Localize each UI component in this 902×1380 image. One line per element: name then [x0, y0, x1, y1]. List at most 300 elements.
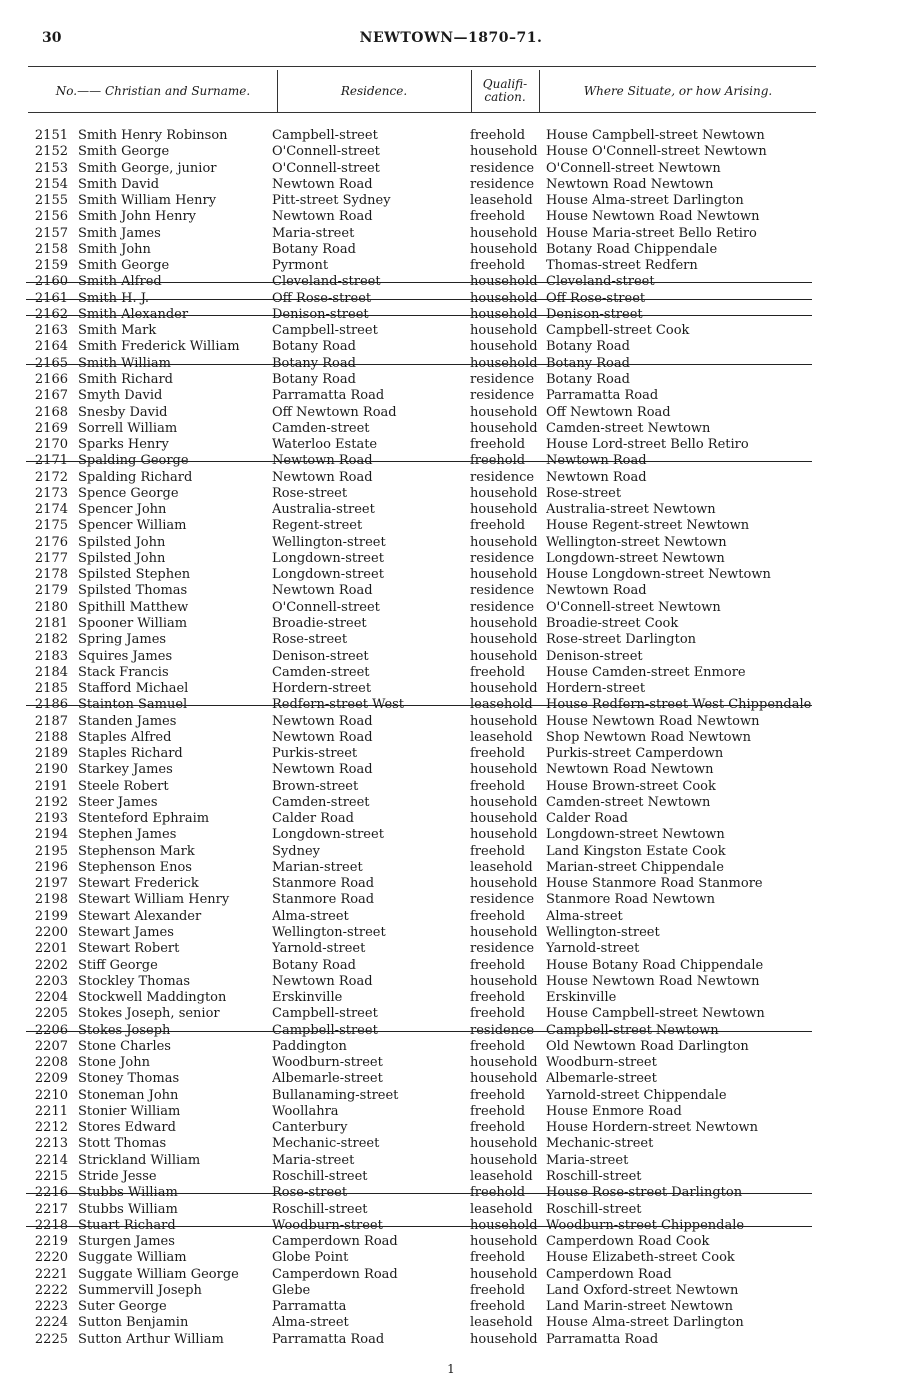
elector-name: Smith William Henry — [78, 193, 217, 209]
where-situate: House Campbell-street Newtown — [546, 1006, 765, 1022]
elector-name: Spring James — [78, 632, 167, 648]
where-situate: House Longdown-street Newtown — [546, 567, 771, 583]
elector-name: Smith William — [78, 355, 171, 371]
elector-name: Smith George — [78, 144, 170, 160]
qualification: freehold — [470, 437, 526, 453]
elector-name: Staples Alfred — [78, 729, 172, 745]
where-situate: House Alma-street Darlington — [546, 193, 744, 209]
where-situate: Woodburn-street — [546, 1055, 657, 1071]
table-row — [0, 307, 902, 323]
elector-name: Stoney Thomas — [78, 1071, 180, 1087]
where-situate: Land Marin-street Newtown — [546, 1299, 734, 1315]
entry-number: 2172 — [34, 469, 68, 485]
elector-name: Stephenson Mark — [78, 843, 195, 859]
residence: Newtown Road — [272, 469, 373, 485]
entry-number: 2188 — [34, 729, 68, 745]
elector-name: Spencer William — [78, 518, 187, 534]
entry-number: 2194 — [34, 827, 68, 843]
entry-number: 2222 — [34, 1282, 68, 1298]
residence: Australia-street — [272, 502, 375, 518]
table-row — [0, 958, 902, 974]
elector-name: Stonier William — [78, 1103, 181, 1119]
where-situate: Rose-street — [546, 485, 622, 501]
entry-number: 2179 — [34, 583, 68, 599]
elector-name: Smith James — [78, 225, 161, 241]
table-row — [0, 1218, 902, 1234]
qualification: freehold — [470, 1038, 526, 1054]
where-situate: Newtown Road — [546, 583, 647, 599]
table-row — [0, 209, 902, 225]
table-row — [0, 1283, 902, 1299]
elector-name: Smith John Henry — [78, 209, 196, 225]
qualification: leasehold — [470, 1201, 533, 1217]
residence: Bullanaming-street — [272, 1087, 399, 1103]
where-situate: Shop Newtown Road Newtown — [546, 729, 752, 745]
where-situate: House Redfern-street West Chippendale — [546, 697, 812, 713]
qualification: household — [470, 811, 538, 827]
residence: Alma-street — [272, 1315, 349, 1331]
residence: Off Rose-street — [272, 290, 372, 306]
elector-name: Strickland William — [78, 1152, 201, 1168]
entry-number: 2200 — [34, 925, 68, 941]
entry-number: 2155 — [34, 193, 68, 209]
qualification: leasehold — [470, 1315, 533, 1331]
elector-name: Stockley Thomas — [78, 973, 191, 989]
table-row — [0, 372, 902, 388]
residence: Newtown Road — [272, 762, 373, 778]
entry-number: 2214 — [34, 1152, 68, 1168]
qualification: freehold — [470, 664, 526, 680]
residence: O'Connell-street — [272, 160, 380, 176]
qualification: household — [470, 1071, 538, 1087]
table-row — [0, 226, 902, 242]
table-row — [0, 860, 902, 876]
elector-name: Suter George — [78, 1299, 167, 1315]
qualification: household — [470, 502, 538, 518]
entry-number: 2161 — [34, 290, 68, 306]
where-situate: House Botany Road Chippendale — [546, 957, 764, 973]
residence: Newtown Road — [272, 209, 373, 225]
qualification: household — [470, 225, 538, 241]
elector-name: Stewart James — [78, 925, 174, 941]
residence: Mechanic-street — [272, 1136, 380, 1152]
residence: Parramatta Road — [272, 1331, 385, 1347]
elector-name: Standen James — [78, 713, 177, 729]
entry-number: 2207 — [34, 1038, 68, 1054]
where-situate: Roschill-street — [546, 1169, 642, 1184]
qualification: freehold — [470, 843, 526, 859]
residence: Pitt-street Sydney — [272, 193, 391, 209]
entry-number: 2211 — [34, 1103, 68, 1119]
table-row — [0, 1104, 902, 1120]
residence: Wellington-street — [272, 925, 386, 941]
where-situate: O'Connell-street Newtown — [546, 599, 721, 615]
qualification: leasehold — [470, 697, 533, 713]
where-situate: Australia-street Newtown — [546, 502, 716, 518]
header-bottom-rule — [28, 112, 816, 113]
table-row — [0, 1136, 902, 1152]
qualification: residence — [470, 469, 535, 485]
entry-number: 2209 — [34, 1071, 68, 1087]
residence: Parramatta — [272, 1299, 347, 1315]
elector-name: Smith Henry Robinson — [78, 128, 228, 143]
qualification: leasehold — [470, 193, 533, 209]
qualification: residence — [470, 388, 535, 404]
table-row — [0, 1202, 902, 1218]
elector-name: Snesby David — [78, 404, 168, 420]
residence: Rose-street — [272, 1185, 348, 1201]
entry-number: 2215 — [34, 1169, 68, 1184]
page-title: NEWTOWN—1870–71. — [359, 30, 543, 46]
elector-name: Stephenson Enos — [78, 859, 192, 875]
elector-name: Smith John — [78, 241, 151, 257]
table-row — [0, 795, 902, 811]
residence: Broadie-street — [272, 615, 367, 631]
where-situate: Camden-street Newtown — [546, 420, 711, 436]
residence: Denison-street — [272, 648, 369, 664]
elector-name: Stoneman John — [78, 1087, 179, 1103]
elector-name: Stuart Richard — [78, 1217, 176, 1233]
table-row — [0, 583, 902, 599]
where-situate: Mechanic-street — [546, 1136, 654, 1152]
qualification: household — [470, 144, 538, 160]
residence: Erskinville — [272, 990, 343, 1006]
table-row — [0, 323, 902, 339]
table-row — [0, 1006, 902, 1022]
entry-number: 2220 — [34, 1250, 68, 1266]
where-situate: Marian-street Chippendale — [546, 859, 724, 875]
where-situate: Cleveland-street — [546, 274, 655, 290]
qualification: freehold — [470, 128, 526, 143]
table-row — [0, 453, 902, 469]
qualification: residence — [470, 599, 535, 615]
elector-name: Stewart William Henry — [78, 892, 230, 908]
residence: Newtown Road — [272, 453, 373, 469]
residence: Campbell-street — [272, 323, 378, 339]
entry-number: 2169 — [34, 420, 68, 436]
qualification: freehold — [470, 453, 526, 469]
table-row — [0, 632, 902, 648]
entry-number: 2158 — [34, 241, 68, 257]
residence: Longdown-street — [272, 567, 384, 583]
column-header-name: No.—— Christian and Surname. — [55, 83, 251, 98]
qualification: freehold — [470, 518, 526, 534]
where-situate: Camperdown Road — [546, 1266, 672, 1282]
where-situate: Land Kingston Estate Cook — [546, 843, 726, 859]
table-row — [0, 1169, 902, 1185]
qualification: residence — [470, 550, 535, 566]
elector-name: Spilsted Thomas — [78, 583, 188, 599]
qualification: freehold — [470, 1299, 526, 1315]
footer-mark: 1 — [447, 1362, 455, 1376]
entry-number: 2153 — [34, 160, 68, 176]
elector-name: Stewart Alexander — [78, 908, 202, 924]
where-situate: Old Newtown Road Darlington — [546, 1038, 749, 1054]
entry-number: 2210 — [34, 1087, 68, 1103]
table-row — [0, 291, 902, 307]
elector-name: Stone Charles — [78, 1038, 171, 1054]
table-row — [0, 567, 902, 583]
residence: Maria-street — [272, 225, 355, 241]
qualification: freehold — [470, 990, 526, 1006]
where-situate: Newtown Road — [546, 453, 647, 469]
entry-number: 2159 — [34, 258, 68, 274]
entry-number: 2196 — [34, 859, 68, 875]
where-situate: Campbell-street Cook — [546, 323, 690, 339]
where-situate: Alma-street — [546, 908, 623, 924]
elector-name: Stores Edward — [78, 1120, 176, 1136]
entry-number: 2160 — [34, 274, 68, 290]
residence: Newtown Road — [272, 176, 373, 192]
qualification: household — [470, 355, 538, 371]
where-situate: Botany Road — [546, 371, 630, 387]
residence: Wellington-street — [272, 534, 386, 550]
table-row — [0, 193, 902, 209]
table-row — [0, 616, 902, 632]
residence: Hordern-street — [272, 681, 372, 697]
entry-number: 2208 — [34, 1055, 68, 1071]
table-row — [0, 242, 902, 258]
qualification: leasehold — [470, 859, 533, 875]
where-situate: House Newtown Road Newtown — [546, 973, 760, 989]
residence: Longdown-street — [272, 550, 384, 566]
residence: Denison-street — [272, 306, 369, 322]
where-situate: House Stanmore Road Stanmore — [546, 876, 763, 892]
residence: Stanmore Road — [272, 892, 375, 908]
table-row — [0, 1023, 902, 1039]
where-situate: House Enmore Road — [546, 1103, 682, 1119]
entry-number: 2187 — [34, 713, 68, 729]
where-situate: Newtown Road Newtown — [546, 176, 714, 192]
where-situate: Stanmore Road Newtown — [546, 892, 716, 908]
qualification: household — [470, 1055, 538, 1071]
elector-name: Spencer John — [78, 502, 167, 518]
qualification: freehold — [470, 1120, 526, 1136]
elector-name: Sorrell William — [78, 420, 178, 436]
where-situate: House Elizabeth-street Cook — [546, 1250, 735, 1266]
entry-number: 2177 — [34, 550, 68, 566]
entry-number: 2197 — [34, 876, 68, 892]
qualification: residence — [470, 371, 535, 387]
where-situate: Roschill-street — [546, 1201, 642, 1217]
qualification: household — [470, 713, 538, 729]
entry-number: 2216 — [34, 1185, 68, 1201]
entry-number: 2202 — [34, 957, 68, 973]
where-situate: Purkis-street Camperdown — [546, 746, 724, 762]
qualification: freehold — [470, 746, 526, 762]
residence: Woodburn-street — [272, 1055, 383, 1071]
qualification: household — [470, 534, 538, 550]
residence: Calder Road — [272, 811, 354, 827]
residence: Woodburn-street — [272, 1217, 383, 1233]
entry-number: 2176 — [34, 534, 68, 550]
table-row — [0, 779, 902, 795]
residence: O'Connell-street — [272, 144, 380, 160]
elector-name: Smith David — [78, 176, 160, 192]
elector-name: Stokes Joseph, senior — [78, 1006, 220, 1022]
elector-name: Smith Richard — [78, 371, 174, 387]
elector-name: Suggate William George — [78, 1266, 239, 1282]
qualification: freehold — [470, 1185, 526, 1201]
where-situate: Maria-street — [546, 1152, 629, 1168]
residence: Pyrmont — [272, 258, 329, 274]
entry-number: 2225 — [34, 1331, 68, 1347]
entry-number: 2164 — [34, 339, 68, 355]
table-row — [0, 437, 902, 453]
table-row — [0, 1153, 902, 1169]
table-row — [0, 518, 902, 534]
residence: Campbell-street — [272, 1022, 378, 1038]
table-row — [0, 714, 902, 730]
where-situate: House Brown-street Cook — [546, 778, 716, 794]
qualification: household — [470, 339, 538, 355]
entry-number: 2219 — [34, 1234, 68, 1250]
table-row — [0, 1234, 902, 1250]
entry-number: 2223 — [34, 1299, 68, 1315]
entry-number: 2171 — [34, 453, 68, 469]
entry-number: 2170 — [34, 437, 68, 453]
where-situate: House O'Connell-street Newtown — [546, 144, 767, 160]
where-situate: House Newtown Road Newtown — [546, 209, 760, 225]
table-row — [0, 697, 902, 713]
entry-number: 2154 — [34, 176, 68, 192]
entry-number: 2184 — [34, 664, 68, 680]
elector-name: Smith Frederick William — [78, 339, 240, 355]
entry-number: 2181 — [34, 615, 68, 631]
residence: Campbell-street — [272, 128, 378, 143]
table-row — [0, 876, 902, 892]
table-row — [0, 941, 902, 957]
where-situate: Albemarle-street — [546, 1071, 657, 1087]
table-row — [0, 339, 902, 355]
elector-list — [0, 128, 902, 1348]
entry-number: 2152 — [34, 144, 68, 160]
entry-number: 2156 — [34, 209, 68, 225]
elector-name: Spooner William — [78, 615, 188, 631]
table-row — [0, 161, 902, 177]
where-situate: Thomas-street Redfern — [546, 258, 698, 274]
qualification: household — [470, 648, 538, 664]
qualification: household — [470, 762, 538, 778]
elector-name: Squires James — [78, 648, 173, 664]
elector-name: Smith Alfred — [78, 274, 162, 290]
table-row — [0, 892, 902, 908]
elector-name: Stubbs William — [78, 1201, 178, 1217]
header-top-rule — [28, 66, 816, 67]
where-situate: House Hordern-street Newtown — [546, 1120, 759, 1136]
where-situate: Calder Road — [546, 811, 628, 827]
qualification: residence — [470, 941, 535, 957]
entry-number: 2213 — [34, 1136, 68, 1152]
elector-name: Stokes Joseph — [78, 1022, 171, 1038]
entry-number: 2175 — [34, 518, 68, 534]
where-situate: Yarnold-street Chippendale — [546, 1087, 727, 1103]
entry-number: 2165 — [34, 355, 68, 371]
where-situate: House Alma-street Darlington — [546, 1315, 744, 1331]
entry-number: 2198 — [34, 892, 68, 908]
column-header-qualification: Qualifi- cation. — [482, 77, 528, 104]
residence: Maria-street — [272, 1152, 355, 1168]
qualification: freehold — [470, 1087, 526, 1103]
elector-name: Spalding Richard — [78, 469, 193, 485]
qualification: household — [470, 632, 538, 648]
where-situate: Rose-street Darlington — [546, 632, 697, 648]
table-row — [0, 925, 902, 941]
entry-number: 2190 — [34, 762, 68, 778]
table-row — [0, 649, 902, 665]
table-row — [0, 762, 902, 778]
table-row — [0, 1299, 902, 1315]
residence: Newtown Road — [272, 583, 373, 599]
entry-number: 2168 — [34, 404, 68, 420]
residence: Sydney — [272, 843, 320, 859]
table-row — [0, 827, 902, 843]
residence: Longdown-street — [272, 827, 384, 843]
entry-number: 2201 — [34, 941, 68, 957]
table-row — [0, 405, 902, 421]
where-situate: House Campbell-street Newtown — [546, 128, 765, 143]
residence: Camperdown Road — [272, 1266, 398, 1282]
entry-number: 2183 — [34, 648, 68, 664]
where-situate: Campbell-street Newtown — [546, 1022, 719, 1038]
elector-name: Spilsted John — [78, 534, 166, 550]
column-header-where: Where Situate, or how Arising. — [583, 83, 773, 98]
qualification: freehold — [470, 1103, 526, 1119]
where-situate: Botany Road — [546, 355, 630, 371]
where-situate: Woodburn-street Chippendale — [546, 1217, 745, 1233]
qualification: household — [470, 827, 538, 843]
table-row — [0, 1088, 902, 1104]
residence: Rose-street — [272, 632, 348, 648]
elector-name: Stephen James — [78, 827, 177, 843]
entry-number: 2151 — [34, 128, 68, 143]
elector-name: Spence George — [78, 485, 179, 501]
table-row — [0, 909, 902, 925]
table-row — [0, 1055, 902, 1071]
residence: Camperdown Road — [272, 1234, 398, 1250]
entry-number: 2174 — [34, 502, 68, 518]
qualification: household — [470, 1136, 538, 1152]
residence: Botany Road — [272, 957, 356, 973]
qualification: freehold — [470, 1250, 526, 1266]
table-row — [0, 177, 902, 193]
table-row — [0, 990, 902, 1006]
residence: Glebe — [272, 1282, 311, 1298]
entry-number: 2162 — [34, 306, 68, 322]
where-situate: Camden-street Newtown — [546, 794, 711, 810]
entry-number: 2166 — [34, 371, 68, 387]
where-situate: Land Oxford-street Newtown — [546, 1282, 739, 1298]
where-situate: Camperdown Road Cook — [546, 1234, 710, 1250]
entry-number: 2182 — [34, 632, 68, 648]
residence: Purkis-street — [272, 746, 358, 762]
elector-name: Spalding George — [78, 453, 189, 469]
qualification: freehold — [470, 778, 526, 794]
qualification: household — [470, 1234, 538, 1250]
residence: Roschill-street — [272, 1201, 368, 1217]
entry-number: 2180 — [34, 599, 68, 615]
elector-name: Smith Alexander — [78, 306, 189, 322]
table-row — [0, 535, 902, 551]
entry-number: 2186 — [34, 697, 68, 713]
elector-name: Stride Jesse — [78, 1169, 157, 1184]
where-situate: Hordern-street — [546, 681, 646, 697]
qualification: household — [470, 274, 538, 290]
qualification: residence — [470, 1022, 535, 1038]
table-row — [0, 730, 902, 746]
residence: Botany Road — [272, 371, 356, 387]
qualification: household — [470, 567, 538, 583]
